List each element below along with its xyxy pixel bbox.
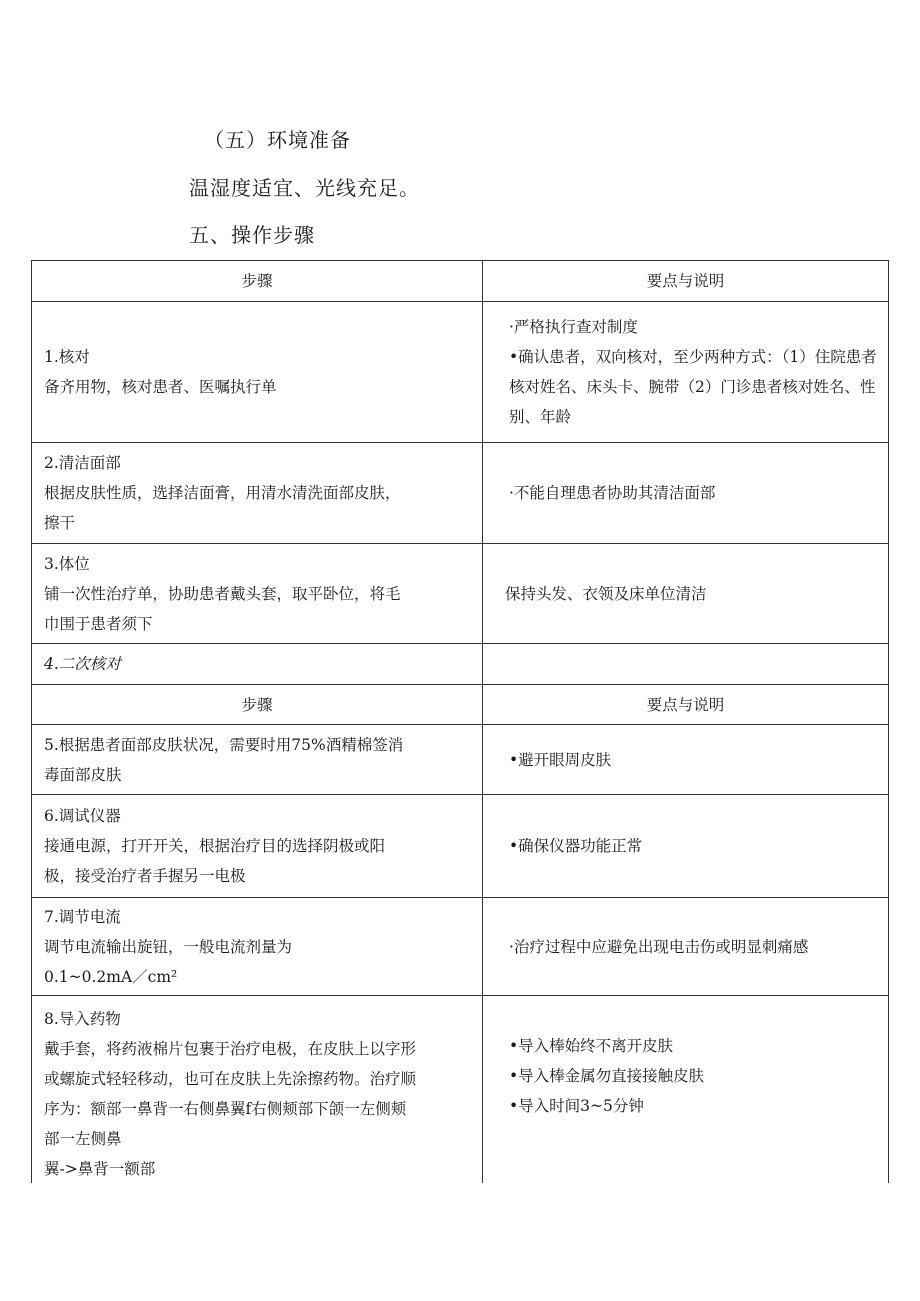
step-line: 调节电流输出旋钮，一般电流剂量为 — [44, 937, 293, 956]
step-cell — [32, 795, 483, 897]
step-cell — [32, 725, 483, 794]
step-cell — [32, 443, 483, 543]
note-line: ·严格执行查对制度 — [509, 318, 638, 336]
note-line: •导入棒始终不离开皮肤 — [509, 1036, 674, 1055]
table-header-row-repeat — [31, 684, 889, 724]
step-cell — [32, 996, 483, 1183]
step-line: 极，接受治疗者手握另一电极 — [44, 867, 246, 885]
step-line: 戴手套，将药液棉片包裹于治疗电极，在皮肤上以字形 — [44, 1040, 417, 1058]
step-line: 翼->鼻背一额部 — [44, 1160, 156, 1178]
step-line: 铺一次性治疗单，协助患者戴头套，取平卧位，将毛 — [44, 584, 401, 603]
procedure-table — [31, 260, 889, 1183]
environment-description: 温湿度适宜、光线充足。 — [189, 176, 420, 200]
header-step: 步骤 — [32, 261, 483, 301]
step-cell — [32, 302, 483, 442]
section-heading-environment: （五）环境准备 — [204, 128, 351, 152]
step-line: 备齐用物，核对患者、医嘱执行单 — [44, 378, 277, 396]
step-line: 或螺旋式轻轻移动，也可在皮肤上先涂擦药物。治疗顺 — [44, 1070, 417, 1088]
note-line: ·不能自理患者协助其清洁面部 — [509, 484, 716, 502]
step-cell — [32, 898, 483, 995]
step-cell — [32, 544, 483, 643]
table-row — [31, 897, 889, 995]
note-cell — [483, 302, 888, 442]
step-line: 部一左侧鼻 — [44, 1130, 122, 1148]
note-cell — [483, 996, 888, 1183]
table-row — [31, 543, 889, 643]
note-cell — [483, 898, 888, 995]
note-line: •确认患者，双向核对，至少两种方式：（1）住院患者核对姓名、床头卡、腕带（2）门诊患者核对姓名、性别、年龄 — [509, 348, 877, 426]
step-line: 7.调节电流 — [44, 907, 121, 926]
header-note: 要点与说明 — [646, 272, 725, 290]
note-line: •导入棒金属勿直接接触皮肤 — [509, 1066, 705, 1085]
step-line: 5.根据患者面部皮肤状况，需要时用75%酒精棉签消 — [44, 735, 404, 754]
table-row — [31, 995, 889, 1183]
step-line: 6.调试仪器 — [44, 807, 121, 825]
step-line: 毒面部皮肤 — [44, 765, 122, 784]
header-step: 步骤 — [32, 685, 483, 724]
step-line: 巾围于患者须下 — [44, 614, 153, 633]
note-cell — [483, 443, 888, 543]
note-line: •确保仪器功能正常 — [509, 837, 643, 855]
section-heading-steps: 五、操作步骤 — [189, 223, 315, 247]
note-line: •避开眼周皮肤 — [509, 750, 612, 769]
step-line: 根据皮肤性质，选择洁面膏，用清水清洗面部皮肤， — [44, 484, 401, 502]
step-cell — [32, 644, 483, 684]
table-row — [31, 643, 889, 684]
table-row — [31, 724, 889, 794]
step-line: 0.1~0.2mA／cm² — [44, 967, 178, 986]
step-line: 擦干 — [44, 514, 76, 532]
note-line: 保持头发、衣领及床单位清洁 — [505, 584, 707, 603]
table-row — [31, 301, 889, 442]
step-line: 接通电源，打开开关，根据治疗目的选择阴极或阳 — [44, 837, 386, 855]
note-cell — [483, 795, 888, 897]
note-cell — [483, 725, 888, 794]
table-header-row — [31, 260, 889, 301]
note-line: ·治疗过程中应避免出现电击伤或明显刺痛感 — [509, 937, 809, 956]
step-line: 2.清洁面部 — [44, 454, 121, 472]
step-line: 4.二次核对 — [44, 655, 121, 673]
note-line: •导入时间3~5分钟 — [509, 1096, 644, 1115]
step-line: 序为：额部一鼻背一右侧鼻翼f右侧颊部下颌一左侧颊 — [44, 1100, 407, 1118]
header-note: 要点与说明 — [646, 695, 725, 714]
table-row — [31, 794, 889, 897]
step-line: 3.体位 — [44, 554, 90, 573]
note-cell — [483, 544, 888, 643]
step-line: 1.核对 — [44, 348, 90, 366]
note-cell — [483, 644, 888, 684]
table-row — [31, 442, 889, 543]
step-line: 8.导入药物 — [44, 1010, 121, 1028]
